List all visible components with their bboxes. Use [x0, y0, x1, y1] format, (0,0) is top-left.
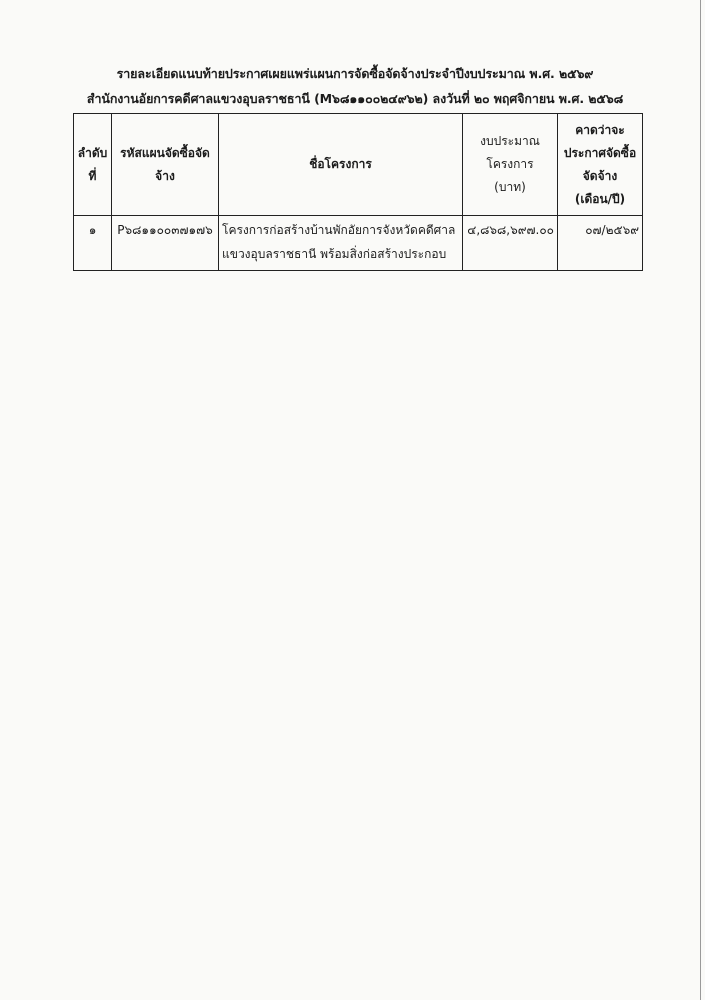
table-row [74, 216, 643, 271]
column-header-budget: งบประมาณ โครงการ (บาท) [463, 114, 558, 216]
procurement-plan-table [73, 113, 643, 271]
cell-no: ๑ [74, 216, 112, 271]
cell-plan-code: P๖๘๑๑๐๐๓๗๑๗๖ [112, 216, 219, 271]
column-header-project-name: ชื่อโครงการ [219, 114, 463, 216]
column-header-announce-date: คาดว่าจะ ประกาศจัดซื้อ จัดจ้าง (เดือน/ปี) [558, 114, 643, 216]
column-header-plan-code: รหัสแผนจัดซื้อจัด จ้าง [112, 114, 219, 216]
cell-announce-date: ๐๗/๒๕๖๙ [558, 216, 643, 271]
cell-project-name: โครงการก่อสร้างบ้านพักอัยการจังหวัดคดีศาล แขวงอุบลราชธานี พร้อมสิ่งก่อสร้างประกอบ [219, 216, 463, 271]
column-header-no: ลำดับ ที่ [74, 114, 112, 216]
cell-budget: ๔,๘๖๘,๖๙๗.๐๐ [463, 216, 558, 271]
table-header-row [74, 114, 643, 216]
document-subtitle: สำนักงานอัยการคดีศาลแขวงอุบลราชธานี (M๖๘๑๑๐๐๒๔๙๖๒) ลงวันที่ ๒๐ พฤศจิกายน พ.ศ. ๒๕๖๘ [86, 91, 624, 106]
document-title: รายละเอียดแนบท้ายประกาศเผยแพร่แผนการจัดซื้อจัดจ้างประจำปีงบประมาณ พ.ศ. ๒๕๖๙ [116, 66, 594, 81]
page-edge [700, 0, 701, 1000]
